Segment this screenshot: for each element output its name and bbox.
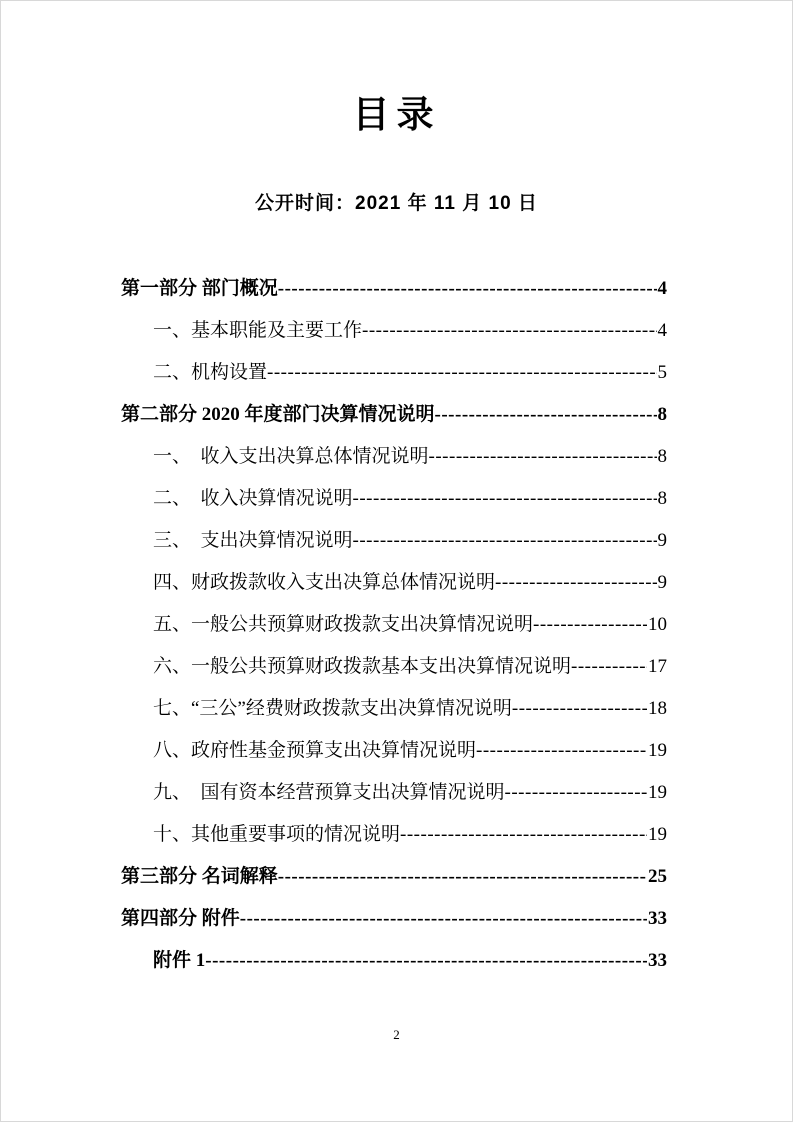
toc-entry — [121, 478, 667, 520]
toc-page-number: 17 — [648, 656, 667, 677]
toc-page-number: 33 — [648, 908, 667, 929]
toc-leader — [400, 814, 647, 856]
toc-page-number: 4 — [657, 278, 667, 299]
toc-entry-title: 八、政府性基金预算支出决算情况说明 — [153, 740, 477, 761]
toc-leader — [533, 604, 647, 646]
toc-page-number: 9 — [657, 572, 667, 593]
toc-entry-title: 七、“三公”经费财政拨款支出决算情况说明 — [153, 698, 512, 719]
toc-leader — [512, 688, 647, 730]
toc-leader — [278, 856, 647, 898]
toc-page-number: 10 — [648, 614, 667, 635]
toc-page-number: 19 — [648, 740, 667, 761]
toc-entry-title: 二、 收入决算情况说明 — [153, 488, 353, 509]
toc-entry — [121, 730, 667, 772]
toc-entry — [121, 562, 667, 604]
toc-entry — [121, 394, 667, 436]
toc-entry-title: 第一部分 部门概况 — [121, 278, 278, 299]
toc-leader — [571, 646, 647, 688]
toc-entry-title: 九、 国有资本经营预算支出决算情况说明 — [153, 782, 505, 803]
toc-entry — [121, 268, 667, 310]
toc-entry — [121, 436, 667, 478]
toc-entry — [121, 688, 667, 730]
toc-leader — [362, 310, 656, 352]
toc-entry-title: 一、基本职能及主要工作 — [153, 320, 363, 341]
toc-entry-title: 附件 1 — [153, 950, 206, 971]
toc-leader — [278, 268, 657, 310]
toc-entry-title: 四、财政拨款收入支出决算总体情况说明 — [153, 572, 496, 593]
toc-leader — [495, 562, 656, 604]
toc-entry-title: 三、 支出决算情况说明 — [153, 530, 353, 551]
toc-entry-title: 二、机构设置 — [153, 362, 268, 383]
publish-date: 公开时间：2021 年 11 月 10 日 — [255, 193, 538, 214]
toc-leader — [240, 898, 647, 940]
toc-entry-title: 第四部分 附件 — [121, 908, 240, 929]
toc-leader — [267, 352, 656, 394]
toc-leader — [353, 478, 657, 520]
toc-entry — [121, 856, 667, 898]
toc-leader — [353, 520, 657, 562]
toc-page-number: 18 — [648, 698, 667, 719]
toc-page-number: 8 — [657, 488, 667, 509]
toc-leader — [205, 940, 647, 982]
toc-page-number: 33 — [648, 950, 667, 971]
toc-entry — [121, 814, 667, 856]
toc-leader — [476, 730, 647, 772]
table-of-contents — [121, 268, 667, 982]
toc-leader — [435, 394, 657, 436]
toc-entry — [121, 310, 667, 352]
page-number: 2 — [393, 1027, 400, 1042]
toc-entry — [121, 940, 667, 982]
toc-leader — [429, 436, 657, 478]
page-title: 目录 — [352, 94, 441, 135]
toc-entry — [121, 772, 667, 814]
toc-page-number: 25 — [648, 866, 667, 887]
toc-page-number: 8 — [657, 446, 667, 467]
toc-entry-title: 六、一般公共预算财政拨款基本支出决算情况说明 — [153, 656, 572, 677]
toc-entry — [121, 520, 667, 562]
toc-page-number: 8 — [657, 404, 667, 425]
toc-page-number: 5 — [657, 362, 667, 383]
toc-entry-title: 第三部分 名词解释 — [121, 866, 278, 887]
toc-entry-title: 一、 收入支出决算总体情况说明 — [153, 446, 429, 467]
toc-entry-title: 五、一般公共预算财政拨款支出决算情况说明 — [153, 614, 534, 635]
toc-entry-title: 十、其他重要事项的情况说明 — [153, 824, 401, 845]
toc-leader — [505, 772, 647, 814]
toc-entry — [121, 898, 667, 940]
toc-entry — [121, 604, 667, 646]
toc-entry — [121, 646, 667, 688]
toc-page-number: 9 — [657, 530, 667, 551]
toc-entry-title: 第二部分 2020 年度部门决算情况说明 — [121, 404, 435, 425]
toc-page-number: 4 — [657, 320, 667, 341]
toc-entry — [121, 352, 667, 394]
toc-page-number: 19 — [648, 782, 667, 803]
toc-page-number: 19 — [648, 824, 667, 845]
